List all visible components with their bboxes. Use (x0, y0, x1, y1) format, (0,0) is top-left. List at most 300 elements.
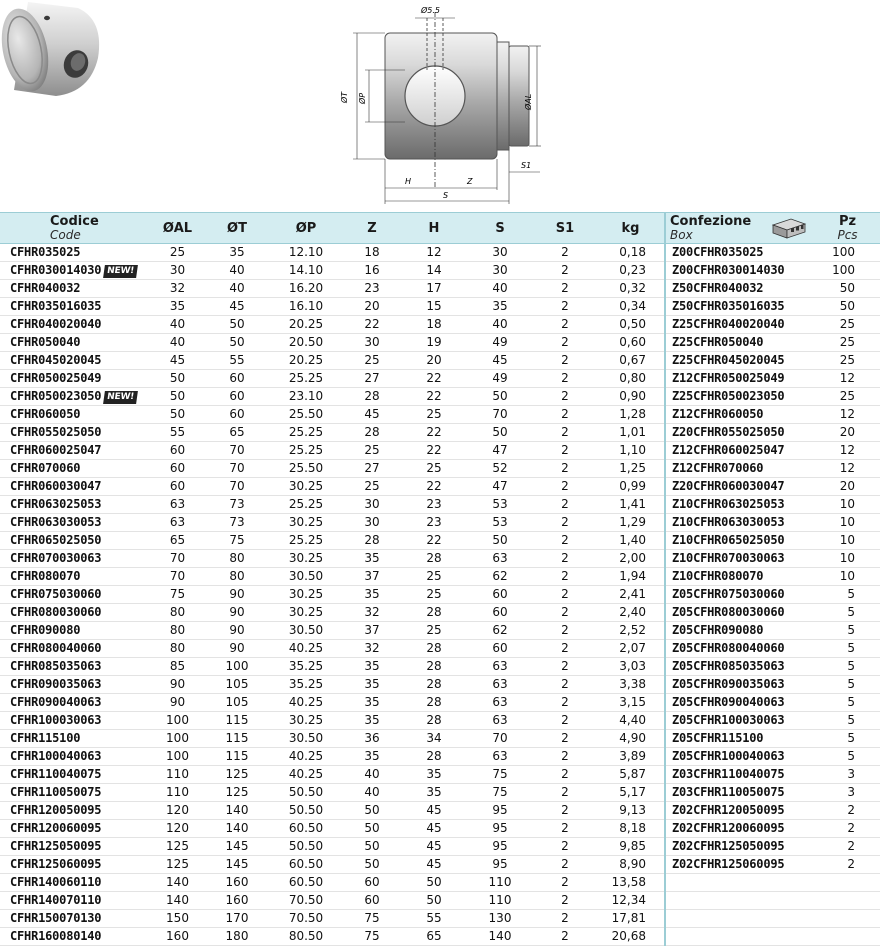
cell-h (401, 586, 467, 604)
cell-z (343, 766, 401, 784)
cell-s1 (533, 298, 597, 316)
cell-kg-text: 3,38 (619, 677, 646, 691)
cell-z (343, 424, 401, 442)
cell-al-text: 50 (169, 407, 186, 421)
cell-code (0, 748, 150, 766)
cell-h (401, 334, 467, 352)
cell-s1-text: 2 (561, 875, 569, 889)
cell-t-text: 75 (229, 533, 245, 547)
cell-pz (815, 820, 880, 838)
cell-h (401, 928, 467, 946)
cell-p-text: 40.25 (288, 641, 324, 655)
cell-al (150, 280, 205, 298)
cell-code-text: CFHR115100 (10, 731, 81, 745)
table-row (0, 496, 880, 514)
cell-al-text: 100 (166, 749, 189, 763)
cell-al-text: 35 (169, 299, 186, 313)
dia-al-label: ØAL (524, 93, 533, 110)
cell-al-text: 110 (166, 767, 189, 781)
cell-z-text: 30 (364, 335, 380, 349)
cell-code (0, 370, 150, 388)
cell-kg (597, 892, 665, 910)
cell-t-text: 145 (225, 839, 249, 853)
cell-t-text: 45 (229, 299, 245, 313)
cell-p (269, 892, 343, 910)
cell-p (269, 712, 343, 730)
cell-al (150, 406, 205, 424)
cell-pz (815, 640, 880, 658)
cell-pz-text: 50 (839, 299, 855, 313)
cell-z-text: 16 (364, 263, 380, 277)
cell-z (343, 352, 401, 370)
cell-box (665, 910, 815, 928)
cell-s1 (533, 712, 597, 730)
cell-pz-text: 5 (847, 659, 855, 673)
cell-t (205, 460, 269, 478)
cell-p-text: 50.50 (288, 803, 324, 817)
cell-s1-text: 2 (561, 821, 569, 835)
cell-code-text: CFHR140060110 (10, 875, 102, 889)
cell-code (0, 928, 150, 946)
cell-s1-text: 2 (561, 623, 569, 637)
cell-box-text: Z10CFHR063025053 (672, 497, 785, 511)
cell-p (269, 298, 343, 316)
cell-box-text: Z05CFHR090035063 (672, 677, 785, 691)
cell-p-text: 40.25 (288, 749, 324, 763)
cell-s1 (533, 820, 597, 838)
cell-s-text: 95 (492, 839, 508, 853)
cell-p-text: 60.50 (288, 821, 324, 835)
cell-s1-text: 2 (561, 299, 569, 313)
cell-al (150, 766, 205, 784)
cell-s1-text: 2 (561, 461, 569, 475)
cell-p-text: 20.50 (288, 335, 324, 349)
cell-kg (597, 748, 665, 766)
cell-h-text: 50 (426, 893, 442, 907)
cell-s1-text: 2 (561, 785, 569, 799)
cell-code (0, 244, 150, 262)
cell-z (343, 496, 401, 514)
cell-code (0, 316, 150, 334)
cell-p (269, 658, 343, 676)
cell-al-text: 60 (169, 479, 186, 493)
cell-pz-text: 20 (839, 425, 855, 439)
cell-p-text: 25.25 (288, 371, 324, 385)
cell-p-text: 25.25 (288, 497, 324, 511)
cell-al-text: 85 (169, 659, 186, 673)
table-row (0, 640, 880, 658)
cell-z-text: 35 (364, 551, 380, 565)
cell-h (401, 838, 467, 856)
table-row (0, 874, 880, 892)
cell-s-text: 95 (492, 803, 508, 817)
cell-p (269, 694, 343, 712)
cell-s (467, 748, 533, 766)
table-row (0, 262, 880, 280)
cell-box (665, 730, 815, 748)
cell-kg (597, 838, 665, 856)
cell-code-text: CFHR090040063 (10, 695, 102, 709)
cell-s-text: 47 (492, 479, 508, 493)
cell-p (269, 586, 343, 604)
cell-p (269, 748, 343, 766)
cell-box-text: Z20CFHR060030047 (672, 479, 785, 493)
cell-code-text: CFHR100040063 (10, 749, 102, 763)
cell-h-text: 28 (426, 713, 442, 727)
cell-code-text: CFHR040020040 (10, 317, 102, 331)
cell-pz (815, 298, 880, 316)
cell-kg-text: 0,60 (619, 335, 646, 349)
cell-kg-text: 0,34 (619, 299, 646, 313)
cell-z-text: 60 (364, 893, 380, 907)
cell-t-text: 50 (229, 317, 245, 331)
cell-kg (597, 280, 665, 298)
dia-p-label: ØP (358, 92, 367, 104)
cell-s-text: 50 (492, 425, 508, 439)
cell-p-text: 30.25 (288, 587, 324, 601)
cell-al-text: 60 (169, 461, 186, 475)
cell-h (401, 406, 467, 424)
header-pcs: Pcs (837, 227, 858, 242)
cell-pz (815, 586, 880, 604)
cell-pz-text: 25 (839, 335, 855, 349)
cell-t-text: 115 (225, 749, 249, 763)
cell-code-text: CFHR110050075 (10, 785, 102, 799)
cell-s (467, 802, 533, 820)
cell-s1 (533, 478, 597, 496)
cell-h-text: 28 (426, 605, 442, 619)
cell-al-text: 70 (169, 569, 186, 583)
cell-h (401, 352, 467, 370)
cell-box-text: Z10CFHR063030053 (672, 515, 785, 529)
cell-box-text: Z02CFHR120050095 (672, 803, 785, 817)
cell-s1-text: 2 (561, 659, 569, 673)
cell-al (150, 316, 205, 334)
cell-t-text: 140 (225, 803, 249, 817)
cell-code-text: CFHR160080140 (10, 929, 102, 943)
cell-kg-text: 8,18 (619, 821, 646, 835)
cell-box (665, 766, 815, 784)
table-row (0, 550, 880, 568)
cell-pz (815, 262, 880, 280)
cell-pz (815, 370, 880, 388)
cell-code-text: CFHR070030063 (10, 551, 102, 565)
cell-t (205, 820, 269, 838)
table-row (0, 352, 880, 370)
table-row (0, 280, 880, 298)
cell-s1 (533, 334, 597, 352)
dim-z-label: Z (467, 177, 473, 186)
cell-t (205, 892, 269, 910)
cell-p-text: 70.50 (288, 893, 324, 907)
cell-code-text: CFHR080030060 (10, 605, 102, 619)
cell-s (467, 244, 533, 262)
cell-p (269, 388, 343, 406)
col-z-header: Z (343, 213, 401, 244)
dia-t-label: ØT (340, 91, 349, 103)
cell-t (205, 406, 269, 424)
cell-kg (597, 316, 665, 334)
cell-h-text: 20 (426, 353, 442, 367)
cell-s-text: 95 (492, 857, 508, 871)
cell-al-text: 32 (169, 281, 186, 295)
cell-s1 (533, 838, 597, 856)
cell-t-text: 90 (229, 605, 245, 619)
cell-p (269, 766, 343, 784)
cell-pz-text: 50 (839, 281, 855, 295)
cell-s1-text: 2 (561, 443, 569, 457)
cell-z-text: 50 (364, 803, 380, 817)
cell-s (467, 370, 533, 388)
cell-s1 (533, 532, 597, 550)
cell-s1 (533, 280, 597, 298)
cell-kg-text: 2,40 (619, 605, 646, 619)
cell-t (205, 640, 269, 658)
cell-z-text: 28 (364, 425, 380, 439)
cell-pz-text: 5 (847, 677, 855, 691)
cell-p (269, 820, 343, 838)
cell-kg-text: 0,50 (619, 317, 646, 331)
cell-pz (815, 568, 880, 586)
cell-z (343, 406, 401, 424)
cell-al (150, 730, 205, 748)
cell-pz-text: 100 (832, 263, 855, 277)
cell-z-text: 23 (364, 281, 380, 295)
cell-box-text: Z50CFHR040032 (672, 281, 764, 295)
cell-box-text: Z10CFHR065025050 (672, 533, 785, 547)
cell-code-text: CFHR085035063 (10, 659, 102, 673)
col-pz-header (815, 213, 880, 244)
cell-z (343, 730, 401, 748)
cell-z (343, 874, 401, 892)
cell-p-text: 35.25 (288, 677, 324, 691)
cell-p-text: 14.10 (288, 263, 324, 277)
cell-z-text: 18 (364, 245, 380, 259)
cell-box (665, 388, 815, 406)
cell-p-text: 30.50 (288, 731, 324, 745)
cell-code (0, 838, 150, 856)
cell-h-text: 22 (426, 533, 442, 547)
table-row (0, 694, 880, 712)
cell-pz (815, 280, 880, 298)
cell-s1-text: 2 (561, 803, 569, 817)
cell-p (269, 496, 343, 514)
cell-t-text: 40 (229, 281, 245, 295)
table-row (0, 802, 880, 820)
cell-z-text: 25 (364, 353, 380, 367)
cell-t (205, 568, 269, 586)
cell-z (343, 928, 401, 946)
cell-al (150, 370, 205, 388)
cell-t (205, 910, 269, 928)
cell-s-text: 40 (492, 281, 508, 295)
cell-h-text: 65 (426, 929, 442, 943)
cell-p-text: 25.50 (288, 461, 324, 475)
cell-code (0, 766, 150, 784)
cell-s1 (533, 496, 597, 514)
cell-t (205, 604, 269, 622)
cell-t-text: 80 (229, 551, 245, 565)
dim-s-label: S (443, 191, 449, 200)
cell-al-text: 40 (169, 317, 186, 331)
cell-s-text: 110 (488, 893, 512, 907)
cell-code-text: CFHR060025047 (10, 443, 102, 457)
cell-al (150, 460, 205, 478)
cell-kg-text: 0,32 (619, 281, 646, 295)
cell-t-text: 60 (229, 407, 245, 421)
cell-pz-text: 5 (847, 713, 855, 727)
cell-t (205, 316, 269, 334)
cell-t-text: 60 (229, 389, 245, 403)
cell-s1-text: 2 (561, 749, 569, 763)
cell-s1 (533, 622, 597, 640)
cell-s1 (533, 802, 597, 820)
cell-s1 (533, 244, 597, 262)
cell-s1-text: 2 (561, 569, 569, 583)
cell-kg-text: 5,87 (619, 767, 646, 781)
cell-p (269, 730, 343, 748)
cell-pz-text: 12 (839, 461, 855, 475)
cell-s-text: 53 (492, 515, 508, 529)
cell-t (205, 766, 269, 784)
cell-z-text: 50 (364, 857, 380, 871)
cell-s1-text: 2 (561, 641, 569, 655)
cell-z (343, 658, 401, 676)
hole-dia-label: Ø5.5 (421, 6, 441, 15)
cell-box (665, 550, 815, 568)
cell-s (467, 316, 533, 334)
cell-pz-text: 3 (847, 767, 855, 781)
cell-pz (815, 730, 880, 748)
cell-code (0, 874, 150, 892)
cell-s1 (533, 748, 597, 766)
cell-t-text: 125 (225, 785, 249, 799)
cell-z-text: 45 (364, 407, 380, 421)
cell-box-text: Z03CFHR110040075 (672, 767, 785, 781)
cell-al (150, 604, 205, 622)
cell-s1-text: 2 (561, 281, 569, 295)
cell-p (269, 532, 343, 550)
cell-s1-text: 2 (561, 605, 569, 619)
cell-al-text: 125 (166, 839, 189, 853)
cell-al-text: 75 (169, 587, 186, 601)
cell-t (205, 802, 269, 820)
table-row (0, 424, 880, 442)
cell-s-text: 30 (492, 263, 508, 277)
cell-kg-text: 0,90 (619, 389, 646, 403)
cell-s1 (533, 316, 597, 334)
cell-kg (597, 622, 665, 640)
cell-h-text: 23 (426, 497, 442, 511)
cell-pz-text: 5 (847, 749, 855, 763)
cell-pz (815, 604, 880, 622)
cell-z (343, 442, 401, 460)
cell-h (401, 244, 467, 262)
cell-s1 (533, 568, 597, 586)
cell-s-text: 63 (492, 749, 508, 763)
cell-z (343, 748, 401, 766)
cell-p (269, 838, 343, 856)
cell-box (665, 334, 815, 352)
cell-s1 (533, 658, 597, 676)
cell-p (269, 568, 343, 586)
cell-h-text: 28 (426, 695, 442, 709)
cell-p (269, 910, 343, 928)
cell-t-text: 65 (229, 425, 245, 439)
cell-pz (815, 460, 880, 478)
cell-z (343, 712, 401, 730)
cell-code (0, 892, 150, 910)
cell-s-text: 45 (492, 353, 508, 367)
cell-s1 (533, 892, 597, 910)
cell-s (467, 604, 533, 622)
cell-s1 (533, 640, 597, 658)
cell-pz (815, 622, 880, 640)
cell-pz-text: 10 (839, 551, 855, 565)
cell-s1 (533, 262, 597, 280)
technical-drawing (335, 0, 555, 212)
cell-z (343, 856, 401, 874)
cell-al-text: 100 (166, 713, 189, 727)
cell-z (343, 316, 401, 334)
cell-z (343, 802, 401, 820)
cell-code-text: CFHR050040 (10, 335, 81, 349)
cell-box (665, 712, 815, 730)
cell-t (205, 298, 269, 316)
table-row (0, 730, 880, 748)
cell-code-text: CFHR050023050 (10, 389, 102, 403)
cell-box (665, 568, 815, 586)
cell-s (467, 622, 533, 640)
cell-s-text: 50 (492, 389, 508, 403)
cell-code (0, 334, 150, 352)
cell-kg (597, 424, 665, 442)
cell-s1 (533, 388, 597, 406)
cell-code-text: CFHR080040060 (10, 641, 102, 655)
table-row (0, 244, 880, 262)
cell-al (150, 622, 205, 640)
cell-s1 (533, 766, 597, 784)
cell-h-text: 22 (426, 479, 442, 493)
cell-h (401, 280, 467, 298)
cell-s (467, 514, 533, 532)
cell-z (343, 820, 401, 838)
cell-z-text: 35 (364, 749, 380, 763)
cell-code-text: CFHR063025053 (10, 497, 102, 511)
cell-h (401, 460, 467, 478)
cell-s (467, 766, 533, 784)
cell-h (401, 496, 467, 514)
cell-p-text: 30.25 (288, 605, 324, 619)
cell-al (150, 784, 205, 802)
cell-pz-text: 3 (847, 785, 855, 799)
cell-s-text: 35 (492, 299, 508, 313)
cell-al-text: 40 (169, 335, 186, 349)
cell-box-text: Z25CFHR040020040 (672, 317, 785, 331)
cell-s1 (533, 424, 597, 442)
cell-pz-text: 12 (839, 407, 855, 421)
cell-s (467, 280, 533, 298)
cell-s-text: 70 (492, 407, 508, 421)
cell-p (269, 856, 343, 874)
cell-pz (815, 712, 880, 730)
cell-z-text: 36 (364, 731, 380, 745)
cell-pz (815, 910, 880, 928)
cell-kg (597, 910, 665, 928)
cell-z-text: 32 (364, 641, 380, 655)
cell-h (401, 640, 467, 658)
cell-al-text: 65 (169, 533, 186, 547)
